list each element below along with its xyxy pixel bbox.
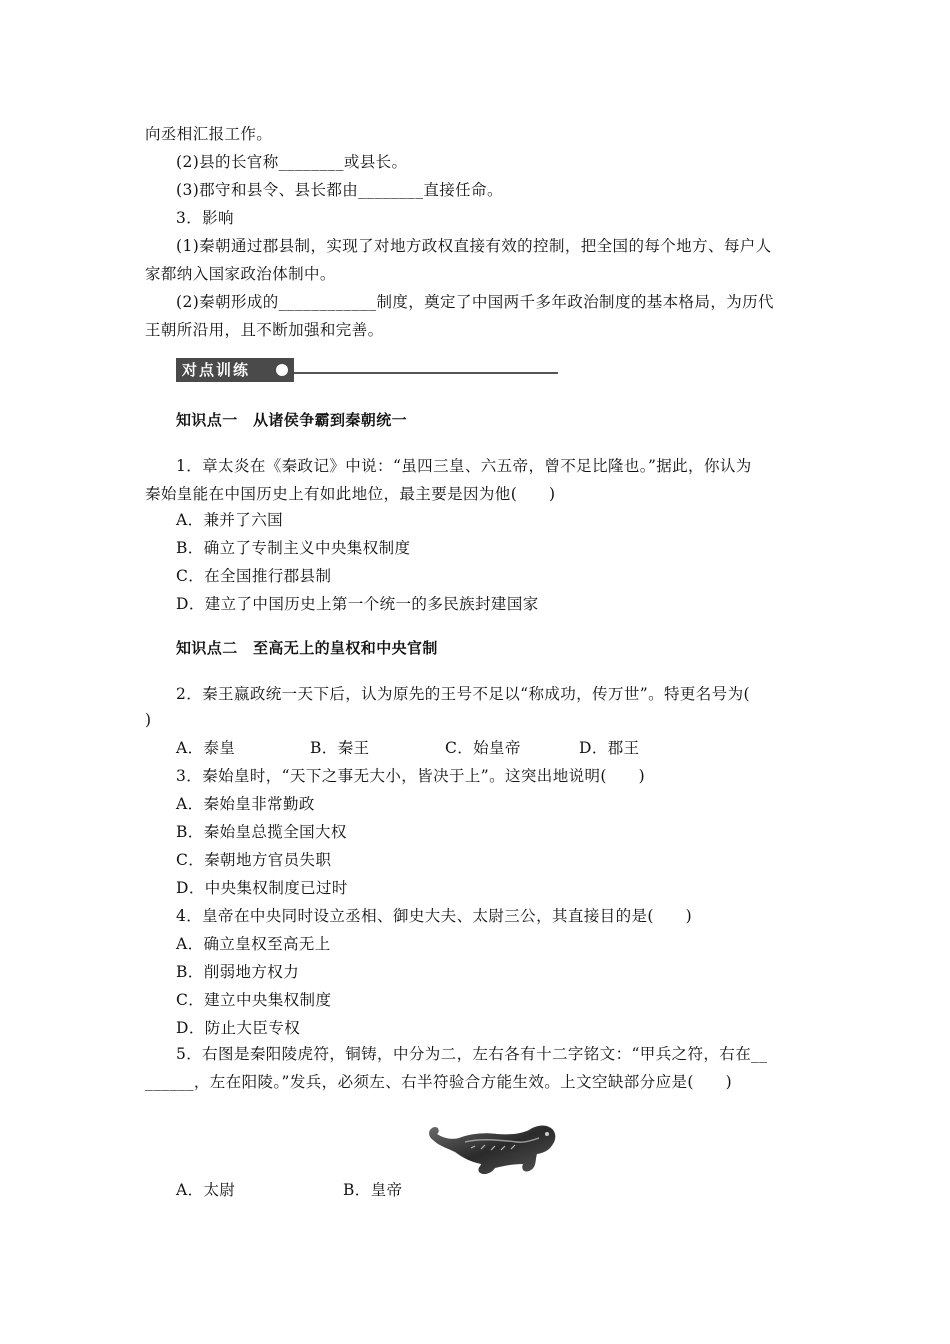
- q1-stem-line-2: 秦始皇能在中国历史上有如此地位，最主要是因为他( ): [145, 485, 556, 503]
- section-heading-2: 知识点二 至高无上的皇权和中央官制: [176, 639, 438, 657]
- q5-stem-line-2: ______，左在阳陵。”发兵，必须左、右半符验合方能生效。上文空缺部分应是( ): [145, 1073, 733, 1091]
- q5-stem-line-1: 5．右图是秦阳陵虎符，铜铸，中分为二，左右各有十二字铭文：“甲兵之符，右在__: [176, 1045, 768, 1063]
- q4-stem: 4．皇帝在中央同时设立丞相、御史大夫、太尉三公，其直接目的是( ): [176, 907, 693, 925]
- circle-icon: [276, 364, 288, 376]
- q3-option-a: A．秦始皇非常勤政: [176, 795, 315, 813]
- q1-option-d: D．建立了中国历史上第一个统一的多民族封建国家: [176, 595, 539, 613]
- banner-title: 对点训练: [182, 361, 251, 379]
- q3-option-d: D．中央集权制度已过时: [176, 879, 348, 897]
- q2-option-b: B．秦王: [310, 739, 370, 757]
- q1-stem-line-1: 1．章太炎在《秦政记》中说：“虽四三皇、六五帝，曾不足比隆也。”据此，你认为: [176, 457, 752, 475]
- q4-option-d: D．防止大臣专权: [176, 1019, 301, 1037]
- banner-box: [176, 358, 294, 382]
- intro-line-2: (2)县的长官称________或县长。: [176, 153, 408, 171]
- tiger-tally-image: [425, 1118, 560, 1180]
- section-heading-1: 知识点一 从诸侯争霸到秦朝统一: [176, 411, 408, 429]
- q2-option-a: A．泰皇: [176, 739, 236, 757]
- q1-option-a: A．兼并了六国: [176, 511, 283, 529]
- intro-line-7: (2)秦朝形成的____________制度，奠定了中国两千多年政治制度的基本格局，为历代: [176, 293, 774, 311]
- q4-option-b: B．削弱地方权力: [176, 963, 300, 981]
- banner-rule: [294, 372, 558, 374]
- q2-stem-line-1: 2．秦王嬴政统一天下后，认为原先的王号不足以“称成功，传万世”。特更名号为(: [176, 685, 750, 703]
- q1-option-c: C．在全国推行郡县制: [176, 567, 332, 585]
- q4-option-a: A．确立皇权至高无上: [176, 935, 331, 953]
- intro-line-5: (1)秦朝通过郡县制，实现了对地方政权直接有效的控制，把全国的每个地方、每户人: [176, 237, 772, 255]
- q5-option-b: B．皇帝: [343, 1181, 403, 1199]
- q2-option-d: D．郡王: [579, 739, 640, 757]
- intro-line-3: (3)郡守和县令、县长都由________直接任命。: [176, 181, 503, 199]
- q1-option-b: B．确立了专制主义中央集权制度: [176, 539, 411, 557]
- q3-stem: 3．秦始皇时，“天下之事无大小，皆决于上”。这突出地说明( ): [176, 767, 646, 785]
- intro-line-4: 3．影响: [176, 209, 234, 227]
- q3-option-c: C．秦朝地方官员失职: [176, 851, 332, 869]
- intro-line-8: 王朝所沿用，且不断加强和完善。: [145, 321, 384, 339]
- q3-option-b: B．秦始皇总揽全国大权: [176, 823, 347, 841]
- q2-stem-line-2: ): [145, 711, 152, 729]
- intro-line-1: 向丞相汇报工作。: [145, 125, 273, 143]
- intro-line-6: 家都纳入国家政治体制中。: [145, 265, 336, 283]
- practice-banner: [176, 358, 558, 384]
- q4-option-c: C．建立中央集权制度: [176, 991, 332, 1009]
- q5-option-a: A．太尉: [176, 1181, 236, 1199]
- q2-option-c: C．始皇帝: [445, 739, 521, 757]
